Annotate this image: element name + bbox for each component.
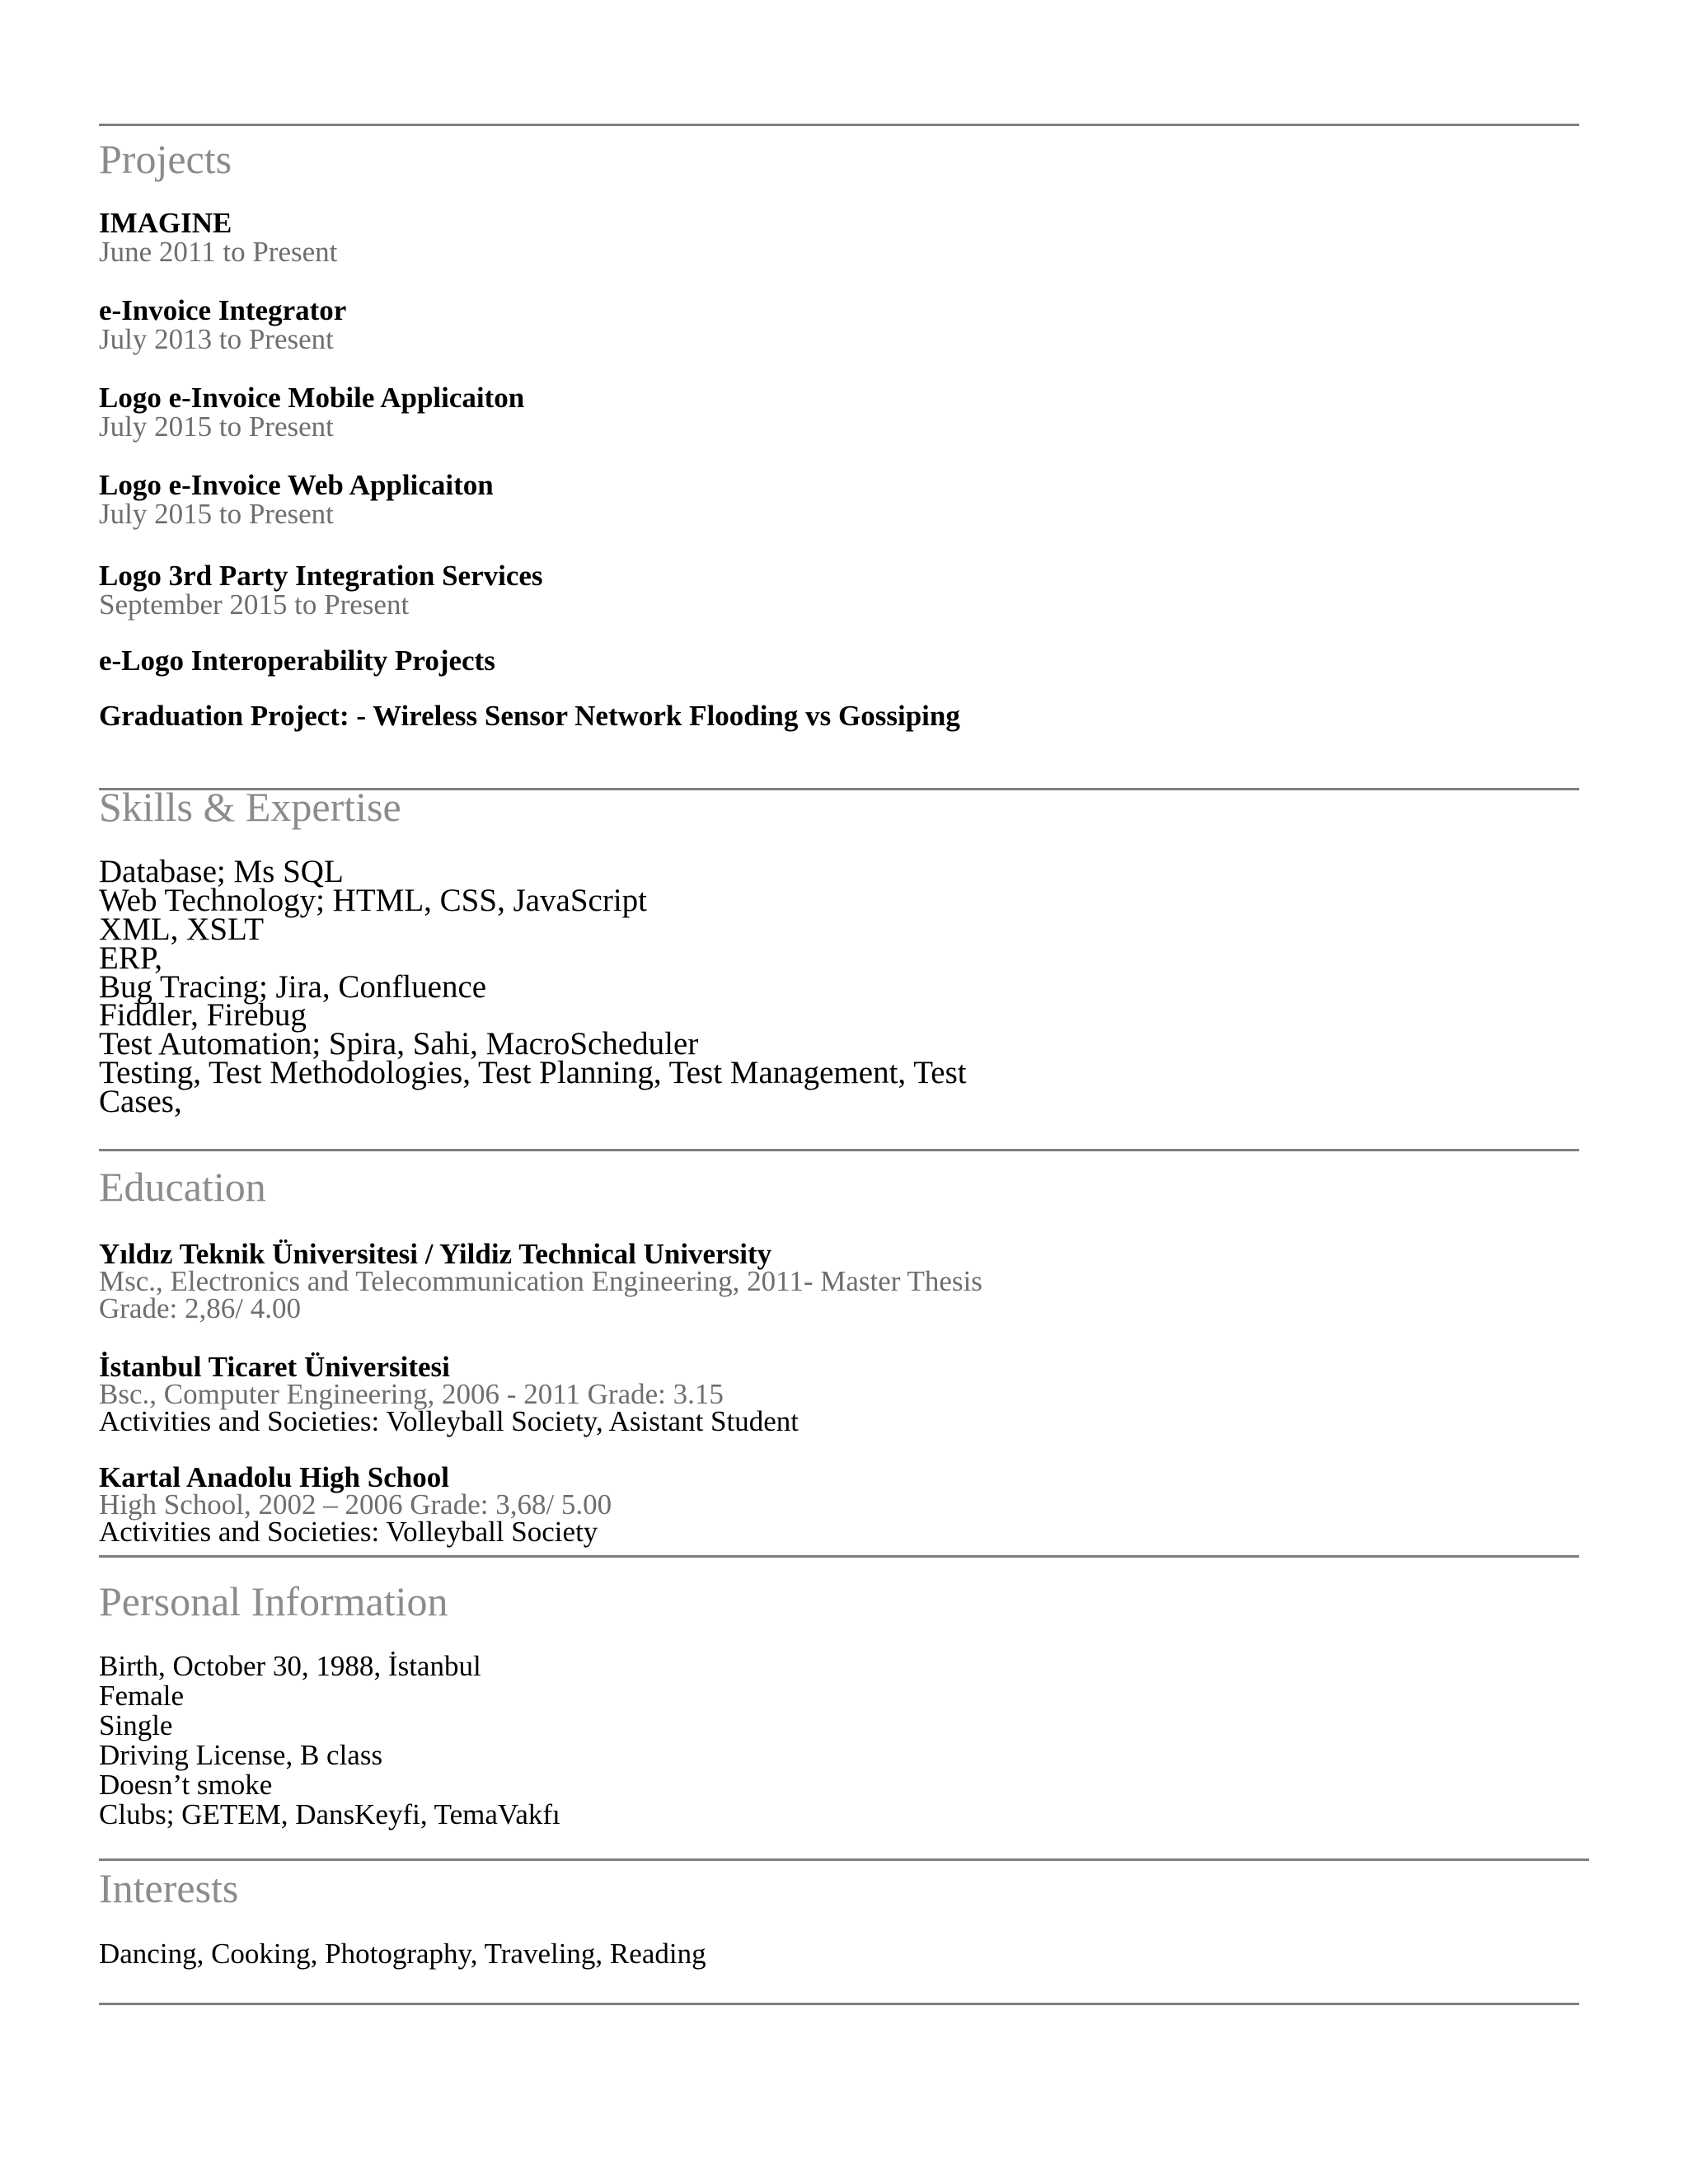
education-activities: Activities and Societies: Volleyball Society [99,1516,598,1548]
project-date: September 2015 to Present [99,588,410,621]
project-title: e-Logo Interoperability Projects [99,644,495,677]
section-divider [99,2003,1579,2005]
projects-heading: Projects [99,136,232,182]
project-date: July 2015 to Present [99,498,334,530]
project-title: IMAGINE [99,207,232,239]
education-heading: Education [99,1164,266,1210]
project-date: July 2013 to Present [99,323,334,355]
skill-line: Database; Ms SQL [99,854,344,889]
skills-heading: Skills & Expertise [99,784,401,830]
personal-line: Clubs; GETEM, DansKeyfi, TemaVakfı [99,1798,560,1830]
education-institution: İstanbul Ticaret Üniversitesi [99,1351,450,1383]
project-title: Logo 3rd Party Integration Services [99,560,543,592]
education-institution: Yıldız Teknik Üniversitesi / Yildiz Technical University [99,1238,772,1270]
skill-line: Testing, Test Methodologies, Test Planning, Test Management, Test [99,1055,967,1090]
skill-line: Test Automation; Spira, Sahi, MacroScheduler [99,1026,699,1062]
education-degree: High School, 2002 – 2006 Grade: 3,68/ 5.00 [99,1488,612,1521]
project-date: July 2015 to Present [99,410,334,443]
section-divider [99,1858,1589,1861]
skill-line: Bug Tracing; Jira, Confluence [99,969,487,1005]
personal-line: Single [99,1709,173,1741]
project-date: June 2011 to Present [99,236,338,268]
skill-line: Fiddler, Firebug [99,997,307,1033]
personal-line: Driving License, B class [99,1739,383,1771]
section-divider [99,1149,1579,1151]
section-divider [99,124,1579,126]
personal-line: Female [99,1680,185,1712]
personal-heading: Personal Information [99,1578,448,1624]
section-divider [99,1555,1579,1558]
education-degree: Msc., Electronics and Telecommunication Engineering, 2011- Master Thesis [99,1265,982,1297]
education-institution: Kartal Anadolu High School [99,1461,449,1493]
education-grade: Grade: 2,86/ 4.00 [99,1292,301,1324]
personal-line: Birth, October 30, 1988, İstanbul [99,1650,481,1682]
personal-line: Doesn’t smoke [99,1769,273,1801]
skill-line: Cases, [99,1084,182,1119]
project-title: Logo e-Invoice Web Applicaiton [99,469,494,501]
interests-heading: Interests [99,1865,239,1911]
project-title: Logo e-Invoice Mobile Applicaiton [99,382,525,414]
skill-line: ERP, [99,940,162,976]
project-title: e-Invoice Integrator [99,294,347,326]
education-degree: Bsc., Computer Engineering, 2006 - 2011 Grade: 3.15 [99,1378,724,1410]
project-title: Graduation Project: - Wireless Sensor Network Flooding vs Gossiping [99,700,960,732]
skill-line: XML, XSLT [99,912,265,947]
education-activities: Activities and Societies: Volleyball Society, Asistant Student [99,1405,799,1437]
skill-line: Web Technology; HTML, CSS, JavaScript [99,883,648,918]
interests-text: Dancing, Cooking, Photography, Traveling, Reading [99,1938,706,1970]
